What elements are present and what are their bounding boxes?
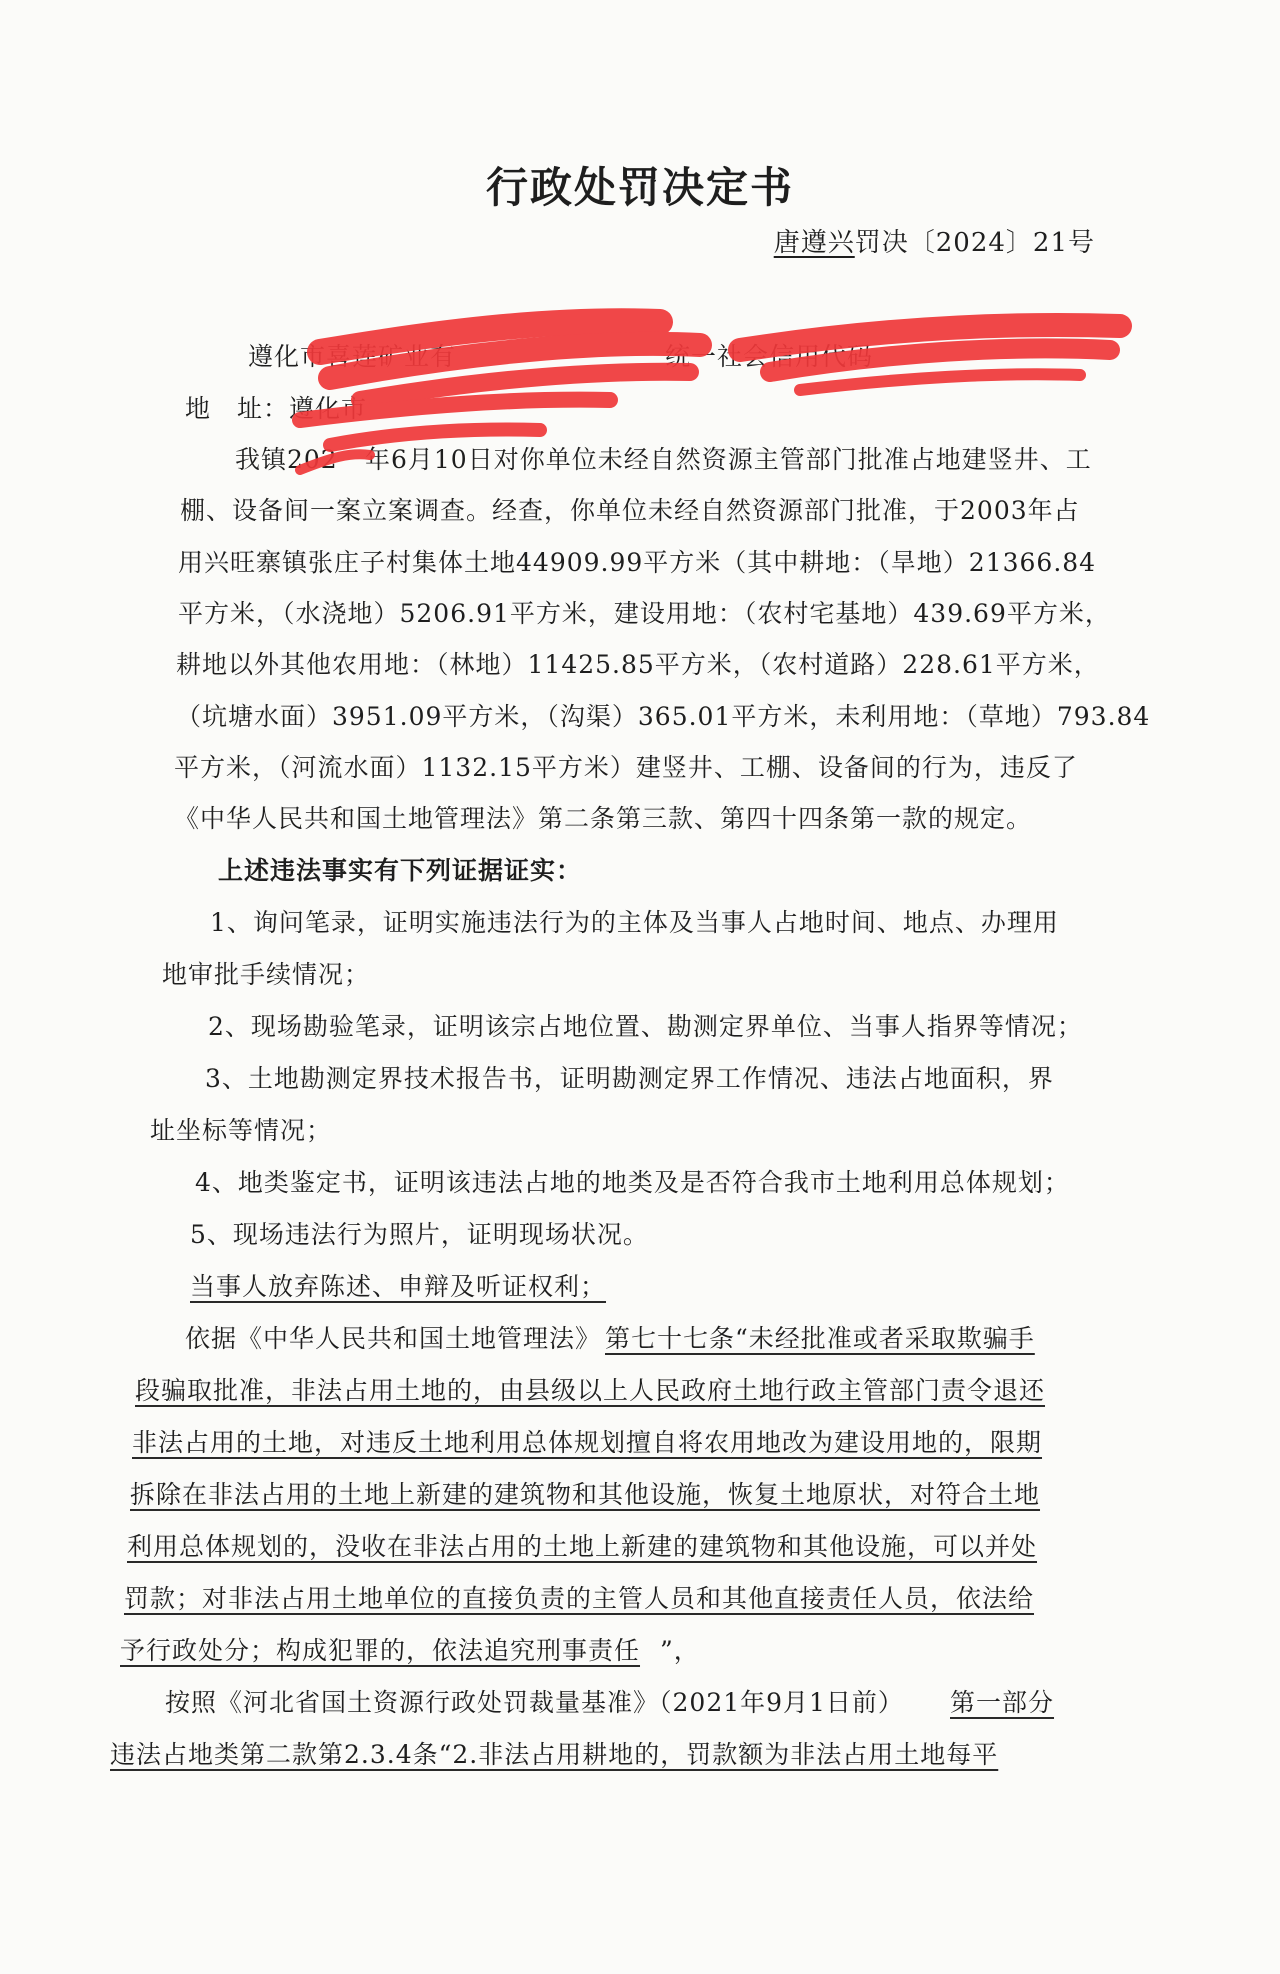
legal-basis-line: 非法占用的土地，对违反土地利用总体规划擅自将农用地改为建设用地的，限期 [132,1428,1043,1457]
waiver-statement: 当事人放弃陈述、申辩及听证权利； [190,1272,607,1301]
document-number-prefix: 唐遵兴 [773,228,855,258]
document-title: 行政处罚决定书 [485,163,794,212]
body-line: 用兴旺寨镇张庄子村集体土地44909.99平方米（其中耕地：（旱地）21366.84 [178,548,1097,577]
legal-basis-line: 依据《中华人民共和国土地管理法》 [185,1324,602,1353]
evidence-item: 地审批手续情况； [162,960,371,989]
credit-code-line: 统一社会信用代码 [665,342,874,371]
legal-basis-line-end: ”， [660,1636,700,1665]
evidence-item: 5、现场违法行为照片，证明现场状况。 [190,1220,649,1249]
body-line: 平方米，（河流水面）1132.15平方米）建竖井、工棚、设备间的行为，违反了 [174,753,1078,782]
evidence-item: 2、现场勘验笔录，证明该宗占地位置、勘测定界单位、当事人指界等情况； [208,1012,1083,1041]
standard-line: 第一部分 [950,1688,1055,1717]
body-line: 耕地以外其他农用地：（林地）11425.85平方米，（农村道路）228.61平方米， [176,650,1100,679]
legal-basis-line: 予行政处分；构成犯罪的，依法追究刑事责任 [120,1636,641,1665]
evidence-item: 址坐标等情况； [150,1116,333,1145]
body-line: 年6月10日对你单位未经自然资源主管部门批准占地建竖井、工 [365,445,1092,474]
evidence-item: 1、询问笔录，证明实施违法行为的主体及当事人占地时间、地点、办理用 [210,908,1059,937]
address-line: 地 址：遵化市 [185,394,368,423]
body-line: 棚、设备间一案立案调查。经查，你单位未经自然资源部门批准，于2003年占 [180,496,1080,525]
legal-basis-line: 第七十七条“未经批准或者采取欺骗手 [605,1324,1035,1353]
legal-basis-line: 拆除在非法占用的土地上新建的建筑物和其他设施，恢复土地原状，对符合土地 [130,1480,1041,1509]
evidence-item: 3、土地勘测定界技术报告书，证明勘测定界工作情况、违法占地面积，界 [205,1064,1054,1093]
document-number [774,222,1095,259]
document-number-rest: 罚决〔2024〕21号 [854,228,1095,258]
evidence-item: 4、地类鉴定书，证明该违法占地的地类及是否符合我市土地利用总体规划； [195,1168,1070,1197]
legal-basis-line: 段骗取批准，非法占用土地的，由县级以上人民政府土地行政主管部门责令退还 [135,1376,1046,1405]
legal-basis-line: 罚款；对非法占用土地单位的直接负责的主管人员和其他直接责任人员，依法给 [124,1584,1035,1613]
body-line: （坑塘水面）3951.09平方米，（沟渠）365.01平方米，未利用地：（草地）793.84 [176,702,1151,731]
party-name-line: 遵化市喜莲矿业有 [248,342,457,371]
standard-line: 按照《河北省国土资源行政处罚裁量基准》（2021年9月1日前） [165,1688,904,1717]
body-line: 平方米，（水浇地）5206.91平方米，建设用地：（农村宅基地）439.69平方米， [178,599,1111,628]
evidence-heading: 上述违法事实有下列证据证实： [218,856,583,885]
legal-basis-line: 利用总体规划的，没收在非法占用的土地上新建的建筑物和其他设施，可以并处 [127,1532,1038,1561]
body-line: 《中华人民共和国土地管理法》第二条第三款、第四十四条第一款的规定。 [174,804,1033,833]
body-line: 我镇202 [235,445,338,474]
standard-line: 违法占地类第二款第2.3.4条“2.非法占用耕地的，罚款额为非法占用土地每平 [110,1740,999,1769]
